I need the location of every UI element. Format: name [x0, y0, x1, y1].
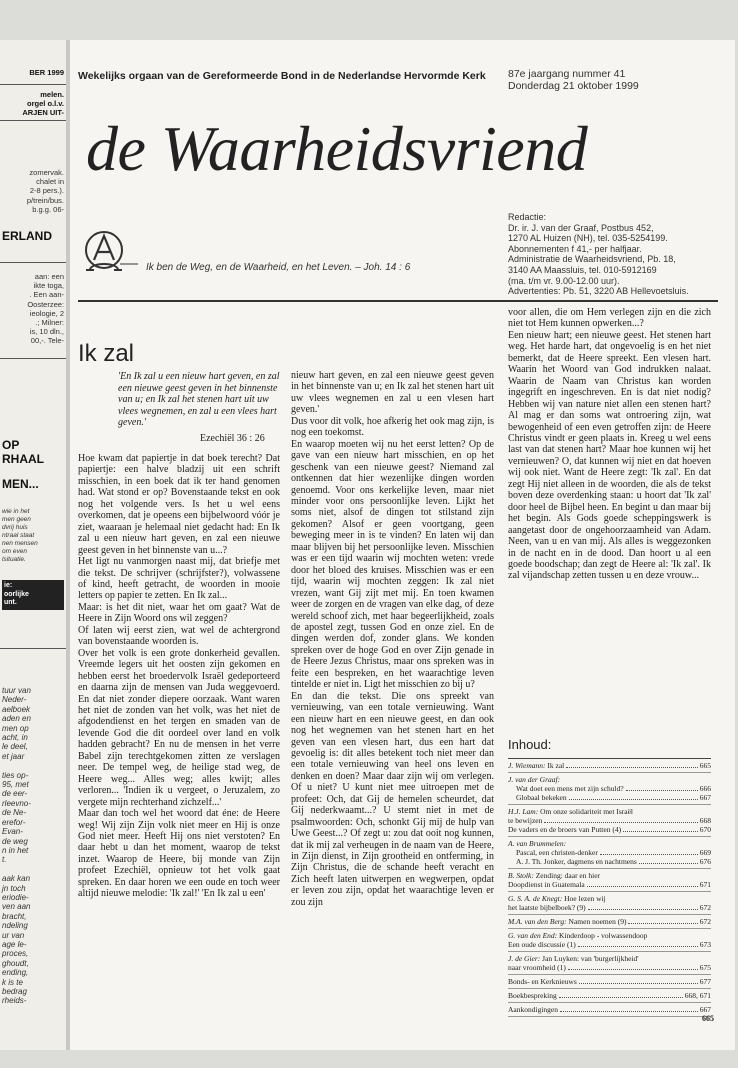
prev-line: ieologie, 2 [29, 308, 64, 318]
prev-line: is, 10 dln., [29, 327, 64, 337]
article-paragraph: Maar dan toch wel het woord dat éne: de Heere weg! Wij zijn Zijn volk niet meer en Hij is onze God niet meer. Heeft Hij ons niet verstoten? En daar hebt u dan het moment, waarop de tekst inzet. Waarop de Heere, bij monde van Zijn profeet Ezechiël, opnieuw tot het volk gaat spreken. En daar horen we een oude en toch weer altijd nieuwe melodie: 'Ik zal!' 'En Ik zal u een' [78, 808, 280, 900]
toc-author: J. Wiemann: [508, 761, 548, 770]
prev-line: . Een aan- [29, 290, 64, 300]
article-column-3 [508, 307, 711, 582]
prev-block-2 [2, 168, 64, 214]
prev-line: acht, in [2, 733, 28, 743]
toc-entry-title: B. Stolk: Zending: daar en hier [508, 871, 601, 880]
toc-author: B. Stolk: [508, 871, 536, 880]
toc-entry-title: J. de Gier: Jan Luyken: van 'burgerlijkheid' [508, 954, 639, 963]
prev-line: tuur van [2, 686, 31, 695]
toc-entry-title: G. S. A. de Knegt: Hoe lezen wij [508, 894, 606, 903]
prev-line: aan: een [34, 272, 64, 281]
prev-line: 2-8 pers.). [29, 186, 64, 196]
motto: Ik ben de Weg, en de Waarheid, en het Leven. – Joh. 14 : 6 [146, 262, 411, 273]
prev-line: 95, met [2, 780, 29, 790]
toc-row [508, 857, 711, 866]
toc-page: 666 [699, 784, 711, 793]
redactie-line: Dr. ir. J. van der Graaf, Postbus 452, [508, 222, 654, 233]
toc-page: 668 [699, 816, 711, 825]
toc-leader [578, 940, 698, 947]
prev-line: Neder- [2, 695, 27, 705]
issue-date: Donderdag 21 oktober 1999 [508, 80, 639, 92]
toc-entry-title: het laatste bijbelboek? (9) [508, 903, 586, 912]
toc-page: 676 [699, 857, 711, 866]
toc-page: 670 [699, 825, 711, 834]
article-paragraph: Dus voor dit volk, hoe afkerig het ook mag zijn, is nog een toekomst. [291, 415, 494, 439]
toc-page: 668, 671 [684, 991, 711, 1000]
prev-line: 00,-. Tele- [30, 336, 64, 346]
article-paragraph: Het ligt nu vanmorgen naast mij, dat briefje met die tekst. De schrijver (schrijfster?), volwassene of kind, heeft getracht, de woorden in mooie letters op papier te zetten. En Ik zal... [78, 556, 280, 602]
toc-page: 672 [699, 917, 711, 926]
toc-author: J. van der Graaf: [508, 775, 561, 784]
prev-line: OP [2, 438, 20, 452]
toc-item [508, 952, 711, 975]
prev-line: bedrag [2, 987, 27, 996]
prev-line: ending, [2, 968, 29, 978]
toc-leader [568, 963, 698, 970]
toc-leader [566, 761, 698, 768]
prev-line: men op [2, 723, 29, 733]
prev-line: RHAAL [2, 452, 44, 466]
toc-entry-title: Aankondigingen [508, 1005, 558, 1014]
prev-line: wie in het [2, 508, 30, 515]
toc-row [508, 825, 711, 834]
toc-leader [623, 825, 698, 832]
prev-line: et jaar [2, 751, 25, 761]
page-number: 665 [702, 1014, 714, 1023]
prev-line: rleevno- [2, 798, 31, 808]
toc-leader [626, 784, 698, 791]
prev-line: ikte toga, [33, 281, 64, 291]
prev-block-5 [2, 686, 64, 1006]
article-paragraph: Of laten wij eerst zien, wat wel de achtergrond van bovenstaande woorden is. [78, 624, 280, 648]
prev-line: de weg [2, 836, 28, 846]
toc-entry-title: Doopdienst in Guatemala [508, 880, 585, 889]
toc-leader [560, 1005, 698, 1012]
toc-page: 669 [699, 848, 711, 857]
prev-line: jn toch [2, 883, 26, 893]
prev-line: age le- [2, 939, 27, 949]
prev-rule [0, 358, 66, 359]
toc-item [508, 929, 711, 952]
issue-info [508, 68, 639, 92]
toc-entry-title: Boekbespreking [508, 991, 557, 1000]
toc-leader [559, 991, 683, 998]
toc-entry-title: G. van den End: Kinderdoop - volwassendoop [508, 931, 648, 940]
prev-line: men geen [2, 516, 31, 523]
toc-leader [544, 816, 697, 823]
toc-item [508, 773, 711, 805]
toc-title: Inhoud: [508, 737, 552, 752]
toc-page: 667 [699, 793, 711, 802]
toc-leader [588, 903, 698, 910]
redactie-line: Abonnementen f 41,- per halfjaar. [508, 243, 642, 254]
toc-row [508, 1005, 711, 1014]
toc-row [508, 784, 711, 793]
toc-author: G. S. A. de Knegt: [508, 894, 565, 903]
prev-line: ARJEN UIT- [22, 108, 64, 118]
toc-entry-title: Bonds- en Kerknieuws [508, 977, 577, 986]
toc-row [508, 977, 711, 986]
prev-line: proces, [2, 949, 29, 959]
toc-author: J. de Gier: [508, 954, 543, 963]
toc-row [508, 807, 711, 816]
prev-line: ties op- [2, 770, 29, 780]
article-title: Ik zal [78, 340, 135, 367]
prev-line: ndeling [2, 921, 28, 931]
prev-line: k is te [2, 977, 23, 987]
toc-page: 675 [699, 963, 711, 972]
prev-dark-box [2, 580, 64, 610]
toc-page: 672 [699, 903, 711, 912]
toc-page: 671 [699, 880, 711, 889]
prev-line: erefor- [2, 817, 26, 827]
alpha-omega-logo-icon [80, 224, 140, 282]
toc-entry-title: naar vroomheid (1) [508, 963, 566, 972]
toc-leader [569, 793, 698, 800]
prev-line: aden en [2, 714, 31, 724]
toc-page: 667 [699, 1005, 711, 1014]
toc-row [508, 991, 711, 1000]
toc-row [508, 954, 711, 963]
prev-block-3 [2, 272, 64, 346]
prev-heading-2 [2, 438, 64, 466]
prev-line: ghoudt, [2, 958, 29, 968]
toc-page: 665 [699, 761, 711, 770]
toc-item [508, 1003, 711, 1017]
redactie-line: (ma. t/m vr. 9.00-12.00 uur). [508, 275, 620, 286]
toc-row [508, 917, 711, 926]
redactie-line: 1270 AL Huizen (NH), tel. 035-5254199. [508, 233, 668, 244]
prev-rule [0, 120, 66, 121]
prev-line: aelboek [2, 704, 31, 714]
redactie-line: Advertenties: Pb. 51, 3220 AB Hellevoetsluis. [508, 286, 689, 297]
prev-line: n in het [2, 845, 29, 855]
prev-line: ntraal staat [2, 532, 35, 539]
toc-row [508, 793, 711, 802]
prev-line: eriodie- [2, 892, 29, 902]
article-paragraph: Over het volk is een grote donkerheid gevallen. Vreemde legers uit het oosten zijn gekomen en hebben eerst het broedervolk Israël gedeporteerd en daarna zijn de mensen van Juda weggevoerd. En dat niet zonder diepere oorzaak. Want waren het niet de zonden van het volk, was het niet de afgodendienst en het tergen en smaden van de levende God die dit oordeel over land en volk hadden gebracht? En nu de mensen in het verre Babel zijn terechtgekomen zitten ze verslagen neer. De tempel weg, de heilige stad weg, de Heere weg... Alles weg; alles kwijt; alles verloren... 'Indien ik u vergeet, o Jeruzalem, zo vergete mijn rechterhand zichzelf...' [78, 647, 280, 808]
toc-page: 677 [699, 977, 711, 986]
toc-entry-title: Globaal bekeken [516, 793, 567, 802]
table-of-contents [508, 758, 711, 1017]
toc-row [508, 903, 711, 912]
prev-line: aak kan [2, 874, 31, 884]
toc-item [508, 805, 711, 837]
toc-author: A. van Brummelen: [508, 839, 567, 848]
toc-leader [628, 917, 697, 924]
prev-line: orgel o.l.v. [27, 99, 64, 109]
toc-author: G. van den End: [508, 931, 560, 940]
toc-row [508, 816, 711, 825]
toc-page: 673 [699, 940, 711, 949]
prev-block-1 [2, 90, 64, 118]
toc-row [508, 963, 711, 972]
article-paragraph: En waarop moeten wij nu het eerst letten? Op de gave van een nieuw hart misschien, en op het geschenk van een nieuwe geest? Niemand zal ontkennen dat hier wezenlijke dingen worden genoemd. Voor ons kerkelijke leven, maar niet minder voor ons persoonlijke leven. Lijkt het soms niet, alsof de dingen tot stilstand zijn gekomen? Alsof er geen voortgang, geen beweging meer in is te vinden? En laten wij dan maar blijven bij het persoonlijke leven. Misschien was er een tijd waarin wij mochten weten: vrede door het bloed des kruises. Misschien was er een tijd, waarin wij mochten zeggen: Ik zal niet vrezen, want Gij zijt met mij. En toen kwamen weer de zorgen en de vragen van elke dag, of deze wereld schoof zich, met haar begeerlijkheid, zoals de apostel zegt, tussen God en onze ziel. En de dingen werden dof, zonder glans. We konden spreken over de hoge God en over Zijn genade in de Heere Jezus Christus, maar ons spreken was in feite een bespreken, en het waarachtige leven tintelde er niet in. Ligt het misschien zo bij u? [291, 438, 494, 691]
toc-entry-title: Een oude discussie (1) [508, 940, 576, 949]
toc-item [508, 975, 711, 989]
toc-item [508, 892, 711, 915]
prev-line [2, 761, 64, 770]
prev-line: de eer- [2, 789, 28, 799]
prev-line: Evan- [2, 827, 23, 837]
prev-line: .; Milner: [35, 318, 64, 328]
toc-author-line [508, 839, 711, 848]
prev-line: nen mensen [2, 540, 38, 547]
prev-rule [0, 648, 66, 649]
toc-entry-title: H.J. Lam: Om onze solidariteit met Israël [508, 807, 633, 816]
prev-date: BER 1999 [29, 68, 64, 77]
article-paragraph: Maar: is het dit niet, waar het om gaat? Wat de Heere in Zijn Woord ons wil zeggen? [78, 601, 280, 625]
prev-heading-3: MEN... [2, 477, 39, 491]
toc-item [508, 837, 711, 869]
toc-entry-title: J. Wiemann: Ik zal [508, 761, 565, 770]
toc-item [508, 915, 711, 929]
toc-entry-title: te bewijzen [508, 816, 543, 825]
prev-line: t. [2, 855, 7, 865]
prev-line: om even [2, 548, 27, 555]
toc-item [508, 869, 711, 892]
prev-rule [0, 262, 66, 263]
prev-line: b.g.g. 06- [32, 204, 64, 214]
toc-author: M.A. van den Berg: [508, 917, 569, 926]
redactie-line: Administratie de Waarheidsvriend, Pb. 18, [508, 254, 676, 265]
prev-line: dvrij huis [2, 524, 28, 531]
masthead-rule [78, 300, 718, 302]
toc-entry-title: M.A. van den Berg: Namen noemen (9) [508, 917, 627, 926]
toc-entry-title: A. J. Th. Jonker, dagmens en nachtmens [516, 857, 637, 866]
article-paragraph: Een nieuw hart; een nieuwe geest. Het stenen hart weg. Het harde hart, dat ongevoelig is en het niet bemerkt, dat de Heere spreekt. Een vlesen hart. Waarin het Woord van God indrukken nalaat. Waarin de Naam van Christus kan worden ingegrift en ingeschreven. En is dat niet nodig? Hebben wij van nature niet allen een stenen hart? Al mag er dan soms wat ontroering zijn, wat bewogenheid of een even getroffen zijn: de Heere Christus vindt er geen plaats in. Kreeg u wel eens last van dat stenen hart? Maar hoe kunnen wij het vernieuwen? O, dat kunnen wij niet en dat hoeven wij ook niet. Want de Heere zegt: 'Ik zal'. En dat zegt Hij niet alleen in de woorden, die als de tekst boven deze overdenking staan: u hoort dat 'Ik zal' door heel de Bijbel heen. En begint u dan maar bij het begin. Als Gods goede scheppingswerk is aangetast door de ongehoorzaamheid van Adam. Neen, van u en van mij. Als alles is weggezonken in de nacht en in de dood. Dan hoort u al een goede boodschap; dan zegt de Heere al: 'Ik zal'. Ik zal vijandschap zetten tussen u en deze vrouw... [508, 329, 711, 582]
prev-line: lsituatie. [2, 556, 26, 563]
article-paragraph: voor allen, die om Hem verlegen zijn en die zich niet tot Hem kunnen opwerken...? [508, 307, 711, 330]
prev-line: ur van [2, 930, 25, 940]
toc-entry-title: Pascal, een christen-denker [516, 848, 598, 857]
toc-leader [639, 857, 698, 864]
toc-row [508, 761, 711, 770]
toc-row [508, 871, 711, 880]
previous-page-strip [0, 40, 66, 1050]
toc-entry-title: Wat doet een mens met zijn schuld? [516, 784, 624, 793]
prev-line: zomervak. [29, 168, 64, 177]
prev-line: ie: [4, 582, 13, 589]
prev-line: de Ne- [2, 808, 27, 818]
toc-leader [587, 880, 698, 887]
page-gutter [66, 40, 70, 1050]
toc-row [508, 894, 711, 903]
article-paragraph: En dan die tekst. Die ons spreekt van vernieuwing, van een totale vernieuwing. Want een nieuw hart en een nieuwe geest, en dan ook nog het wegnemen van het stenen hart en het geven van een vlesen hart, dus een hart dat gevoelig is: dit alles betekent toch niet meer dan een totale vernieuwing van heel ons leven en denken en doen? Maar daar zijn wij om verlegen. Of u niet? U kunt niet mee uitroepen met de profeet: Och, dat Gij de hemelen scheurdet, dat Gij nederkwaamt...? U stemt niet in met de psalmwoorden: Och, schonkt Gij mij de hulp van Uwe Geest...? Of zegt u: zou dat ooit nog kunnen, dat ik mij zal verheugen in de naam van de Heere, in Zijn dienst, in Zijn grootheid en ontferming, in Zijn Christus, die de schande heeft veracht en Zich heeft laten uitwerpen en wegwerpen, opdat er leven zou zijn, opdat het waarachtige leven er zou zijn [291, 690, 494, 908]
toc-item [508, 989, 711, 1003]
prev-line: rheids- [2, 996, 27, 1006]
prev-line: ven aan [2, 902, 31, 912]
prev-heading-1: ERLAND [2, 229, 52, 243]
toc-row [508, 880, 711, 889]
quote-reference: Ezechiël 36 : 26 [200, 433, 265, 444]
prev-line: bracht, [2, 911, 27, 921]
toc-row [508, 931, 711, 940]
toc-author-line [508, 775, 711, 784]
prev-block-4 [2, 508, 64, 564]
toc-row [508, 940, 711, 949]
subtitle: Wekelijks orgaan van de Gereformeerde Bond in de Nederlandse Hervormde Kerk [78, 70, 486, 82]
article-quote: 'En Ik zal u een nieuw hart geven, en zal een nieuwe geest geven in het binnenste van u; en Ik zal het stenen hart uit uw vlees wegnemen, en zal u een vlees hart geven.' [118, 371, 280, 429]
masthead-title: de Waarheidsvriend [86, 113, 588, 184]
article-paragraph: Hoe kwam dat papiertje in dat boek terecht? Dat papiertje: een halve bladzij uit een schrift misschien, in een boek dat ik ter hand genomen had. Wat stond er op? Bovenstaande tekst en ook nog het volgende vers. Is het u wel eens overkomen, dat je opeens een bijbelwoord vóór je ziet, waaraan je helemaal niet gedacht had: En Ik zal u een nieuw hart geven, en zal een nieuwe geest geven in het binnenste van u...? [78, 453, 280, 556]
redactie-line: 3140 AA Maassluis, tel. 010-5912169 [508, 264, 657, 275]
toc-author: H.J. Lam: [508, 807, 541, 816]
redactie-block [508, 212, 689, 297]
article-column-1 [78, 453, 280, 900]
prev-rule [0, 84, 66, 85]
prev-line [2, 865, 64, 874]
prev-line: oorlijke [4, 590, 29, 598]
redactie-line: Redactie: [508, 212, 547, 222]
prev-line: melen. [40, 90, 64, 99]
prev-line: le deel, [2, 742, 28, 752]
issue-number: 87e jaargang nummer 41 [508, 68, 626, 80]
prev-line: unt. [4, 599, 17, 606]
toc-entry-title: De vaders en de broers van Putten (4) [508, 825, 622, 834]
toc-leader [579, 977, 698, 984]
prev-line: p/trein/bus. [26, 195, 64, 205]
article-column-2 [291, 370, 494, 908]
toc-row [508, 848, 711, 857]
toc-leader [600, 848, 698, 855]
prev-line: chalet in [36, 177, 64, 187]
article-paragraph: nieuw hart geven, en zal een nieuwe geest geven in het binnenste van u; en Ik zal het stenen hart uit uw vlees wegnemen en zal u een vlesen hart geven.' [291, 370, 494, 416]
toc-item [508, 759, 711, 773]
prev-line: Oosterzee: [27, 299, 64, 309]
